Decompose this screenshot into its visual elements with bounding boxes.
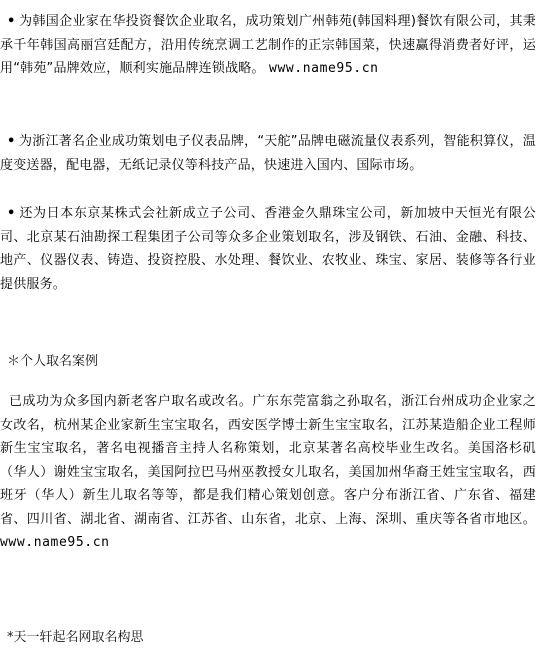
bullet-icon: • [7, 14, 16, 29]
personal-text: 已成功为众多国内新老客户取名或改名。广东东莞富翁之孙取名，浙江台州成功企业家之女改名，杭州某企业家新生宝宝取名，西安医学博士新生宝宝取名，江苏某造船企业工程师新生宝宝取名，著名电视播音主持人名称策划，北京某著名高校毕业生改名。美国洛杉矶（华人）谢姓宝宝取名，美国阿拉巴马州巫教授女儿取名，美国加州华裔王姓宝宝取名，西班牙（华人）新生儿取名等等，都是我们精心策划创意。客户分布浙江省、广东省、福建省、四川省、湖北省、湖南省、江苏省、山东省，北京、上海、深圳、重庆等各省市地区。 [0, 394, 536, 527]
case-text: 为浙江著名企业成功策划电子仪表品牌，“天舵”品牌电磁流量仪表系列，智能积算仪，温度变送器，配电器，无纸记录仪等科技产品，快速进入国内、国际市场。 [0, 134, 536, 173]
personal-cases-paragraph [0, 390, 536, 555]
case-text: 还为日本东京某株式会社新成立子公司、香港金久鼎珠宝公司，新加坡中天恒光有限公司、北京某石油勘探工程集团子公司等众多企业策划取名，涉及钢铁、石油、金融、科技、地产、仪器仪表、铸造、投资控股、水处理、餐饮业、农牧业、珠宝、家居、装修等各行业提供服务。 [0, 206, 536, 292]
bullet-icon: • [7, 206, 16, 221]
naming-concept-heading: *天一轩起名网取名构思 [7, 630, 144, 645]
case-text: 为韩国企业家在华投资餐饮企业取名，成功策划广州韩苑(韩国料理)餐饮有限公司，其秉承千年韩国高丽宫廷配方，沿用传统烹调工艺制作的正宗韩国菜，快速赢得消费者好评，运用“韩苑”品牌效应，顺利实施品牌连锁战略。 [0, 14, 536, 76]
site-url: www.name95.cn [269, 61, 379, 76]
case-multi-industry [0, 202, 536, 296]
personal-cases-heading: ＊个人取名案例 [7, 354, 99, 369]
site-url: www.name95.cn [0, 535, 110, 550]
case-韩苑 [0, 10, 536, 81]
case-天舵 [0, 130, 536, 177]
bullet-icon: • [7, 134, 16, 149]
